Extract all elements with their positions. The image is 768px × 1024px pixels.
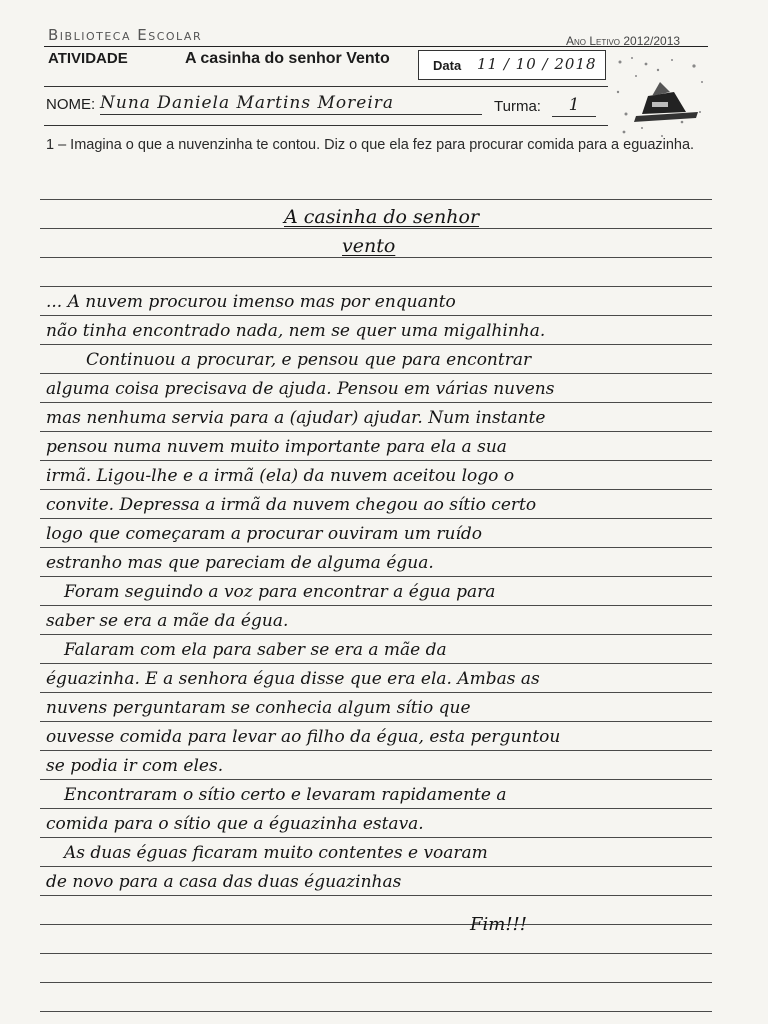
answer-line: de novo para a casa das duas éguazinhas (46, 872, 402, 892)
rule-line (40, 460, 712, 461)
activity-title: A casinha do senhor Vento (185, 50, 390, 67)
answer-line: mas nenhuma servia para a (ajudar) ajudar. Num instante (46, 408, 546, 428)
answer-line: nuvens perguntaram se conhecia algum sítio que (46, 698, 471, 718)
rule-line (40, 779, 712, 780)
header-divider (44, 46, 708, 47)
rule-line (40, 605, 712, 606)
class-label: Turma: (494, 98, 541, 115)
rule-line (40, 808, 712, 809)
rule-line (40, 518, 712, 519)
name-divider-top (44, 86, 608, 87)
answer-line: Encontraram o sítio certo e levaram rapidamente a (64, 785, 507, 805)
answer-line: Continuou a procurar, e pensou que para encontrar (86, 350, 532, 370)
answer-line: As duas éguas ficaram muito contentes e voaram (64, 843, 488, 863)
answer-line: ... A nuvem procurou imenso mas por enquanto (46, 292, 456, 312)
rule-line (40, 692, 712, 693)
rule-line (40, 1011, 712, 1012)
rule-line (40, 315, 712, 316)
name-label: NOME: (46, 96, 96, 113)
activity-label: ATIVIDADE (48, 50, 128, 67)
rule-line (40, 257, 712, 258)
date-value: 11 / 10 / 2018 (477, 55, 597, 73)
rule-line (40, 721, 712, 722)
rule-line (40, 866, 712, 867)
rule-line (40, 924, 712, 925)
answer-line: éguazinha. E a senhora égua disse que era ela. Ambas as (46, 669, 540, 689)
rule-line (40, 228, 712, 229)
answer-line: pensou numa nuvem muito importante para ela a sua (46, 437, 507, 457)
answer-ending: Fim!!! (470, 914, 528, 935)
rule-line (40, 576, 712, 577)
answer-title: vento (342, 235, 396, 257)
rule-line (40, 373, 712, 374)
rule-line (40, 431, 712, 432)
name-divider-bottom (44, 125, 608, 126)
answer-line: não tinha encontrado nada, nem se quer uma migalhinha. (46, 321, 546, 341)
answer-title: A casinha do senhor (284, 206, 480, 228)
rule-line (40, 286, 712, 287)
rule-line (40, 489, 712, 490)
rule-line (40, 953, 712, 954)
answer-line: Foram seguindo a voz para encontrar a égua para (64, 582, 496, 602)
answer-line: alguma coisa precisava de ajuda. Pensou em várias nuvens (46, 379, 555, 399)
rule-line (40, 837, 712, 838)
rule-line (40, 895, 712, 896)
rule-line (40, 402, 712, 403)
date-box (418, 50, 606, 80)
student-name: Nuna Daniela Martins Moreira (100, 92, 482, 115)
answer-line: irmã. Ligou-lhe e a irmã (ela) da nuvem aceitou logo o (46, 466, 515, 486)
rule-line (40, 750, 712, 751)
rule-line (40, 199, 712, 200)
school-emblem-icon (612, 52, 710, 142)
rule-line (40, 634, 712, 635)
answer-line: estranho mas que pareciam de alguma égua. (46, 553, 434, 573)
answer-line: se podia ir com eles. (46, 756, 224, 776)
rule-line (40, 663, 712, 664)
class-value: 1 (552, 94, 596, 117)
answer-line: Falaram com ela para saber se era a mãe da (64, 640, 447, 660)
rule-line (40, 982, 712, 983)
answer-line: ouvesse comida para levar ao filho da égua, esta perguntou (46, 727, 561, 747)
rule-line (40, 344, 712, 345)
school-year: Ano Letivo 2012/2013 (566, 34, 681, 48)
rule-line (40, 547, 712, 548)
date-label: Data (433, 58, 462, 73)
library-name: Biblioteca Escolar (48, 26, 203, 44)
answer-line: comida para o sítio que a éguazinha estava. (46, 814, 424, 834)
answer-line: convite. Depressa a irmã da nuvem chegou ao sítio certo (46, 495, 537, 515)
answer-line: saber se era a mãe da égua. (46, 611, 289, 631)
answer-line: logo que começaram a procurar ouviram um ruído (46, 524, 483, 544)
question-text: 1 – Imagina o que a nuvenzinha te contou. Diz o que ela fez para procurar comida para a eguazinha. (46, 137, 695, 153)
